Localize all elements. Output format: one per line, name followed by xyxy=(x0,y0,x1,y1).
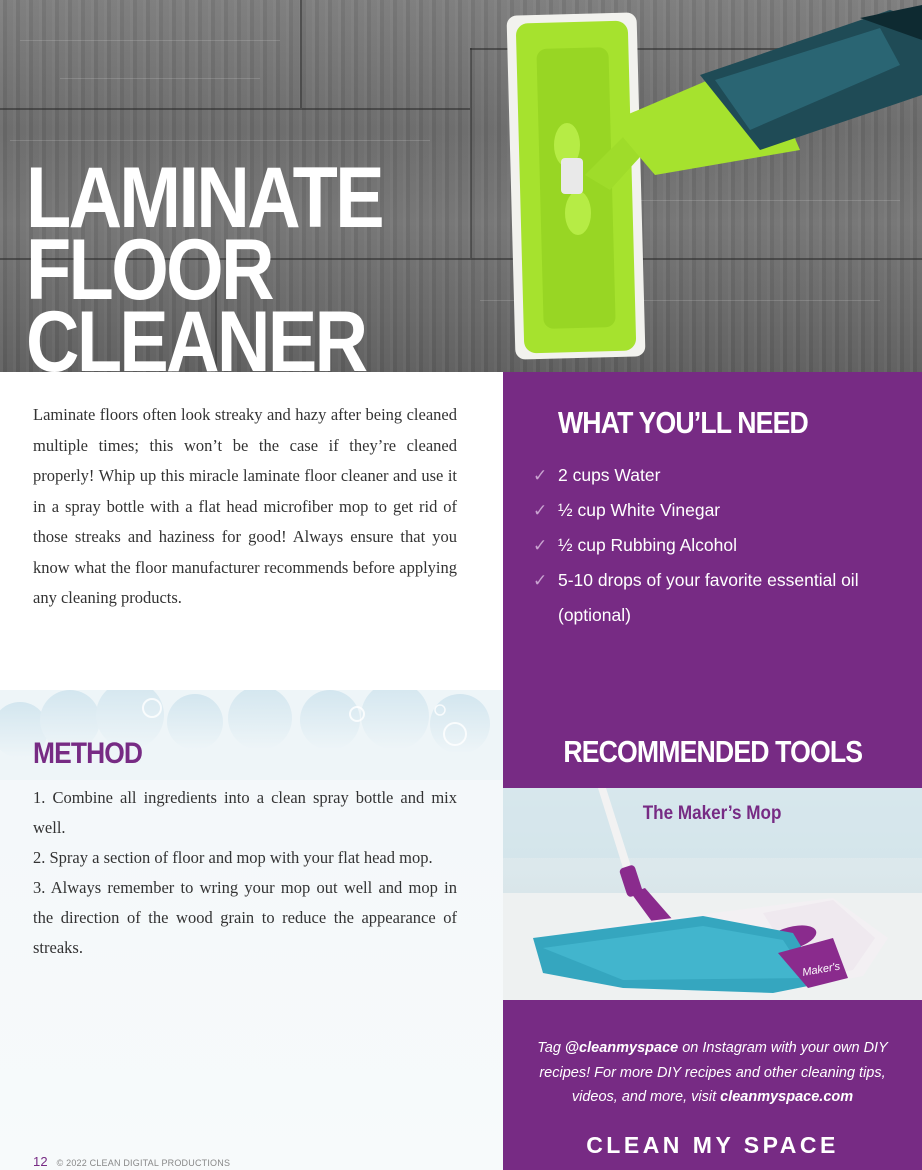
tools-heading-text: RECOMMENDED TOOLS xyxy=(563,734,862,769)
page-title xyxy=(26,150,382,372)
check-icon: ✓ xyxy=(533,501,548,520)
check-icon: ✓ xyxy=(533,571,548,590)
intro-paragraph: Laminate floors often look streaky and hazy after being cleaned multiple times; this won’t be the case if they’re cleaned properly! Whip up this miracle laminate floor cleaner and use it in a spray bottle with a flat head microfiber mop to get rid of those streaks and haziness for good! Always ensure that you know what the floor manufacturer recommends before applying any cleaning products. xyxy=(33,405,457,607)
ingredient-item xyxy=(533,493,893,528)
check-icon: ✓ xyxy=(533,466,548,485)
ingredient-item xyxy=(533,458,893,493)
tag-prefix: Tag xyxy=(537,1040,565,1056)
method-step: 3. Always remember to wring your mop out well and mop in the direction of the wood grain to reduce the appearance of streaks. xyxy=(33,878,457,957)
title-line: LAMINATE xyxy=(26,150,382,246)
method-step: 2. Spray a section of floor and mop with your flat head mop. xyxy=(33,848,433,867)
mop-brand-logo: Maker's xyxy=(801,960,842,979)
ingredient-item xyxy=(533,528,893,563)
ingredients-heading: WHAT YOU’LL NEED xyxy=(558,405,808,440)
tools-heading xyxy=(503,734,922,770)
ingredients-list xyxy=(533,458,893,633)
ingredient-label: 5-10 drops of your favorite essential oil (optional) xyxy=(558,570,859,625)
product-name-text: The Maker’s Mop xyxy=(643,803,782,824)
title-line: FLOOR xyxy=(26,222,272,318)
ingredient-label: ½ cup White Vinegar xyxy=(558,500,721,520)
instagram-handle[interactable]: @cleanmyspace xyxy=(564,1040,679,1056)
instagram-callout xyxy=(515,1036,910,1110)
method-steps xyxy=(33,783,457,963)
ingredient-label: 2 cups Water xyxy=(558,465,661,485)
brand-logo: CLEAN MY SPACE xyxy=(586,1132,839,1158)
website-link[interactable]: cleanmyspace.com xyxy=(720,1089,854,1105)
product-name[interactable] xyxy=(503,803,922,825)
tag-middle: on Instagram with your own DIY recipes! For more DIY recipes and other cleaning tips, videos, and more, visit xyxy=(539,1040,888,1105)
page-number: 12 xyxy=(33,1154,48,1169)
copyright-text: © 2022 CLEAN DIGITAL PRODUCTIONS xyxy=(56,1158,231,1168)
hero-image xyxy=(0,0,922,372)
title-line: CLEANER xyxy=(26,294,366,372)
ingredient-label: ½ cup Rubbing Alcohol xyxy=(558,535,738,555)
page-footer xyxy=(33,1154,230,1169)
method-heading: METHOD xyxy=(33,737,143,770)
ingredient-item xyxy=(533,563,893,633)
check-icon: ✓ xyxy=(533,536,548,555)
method-step: 1. Combine all ingredients into a clean spray bottle and mix well. xyxy=(33,788,457,837)
